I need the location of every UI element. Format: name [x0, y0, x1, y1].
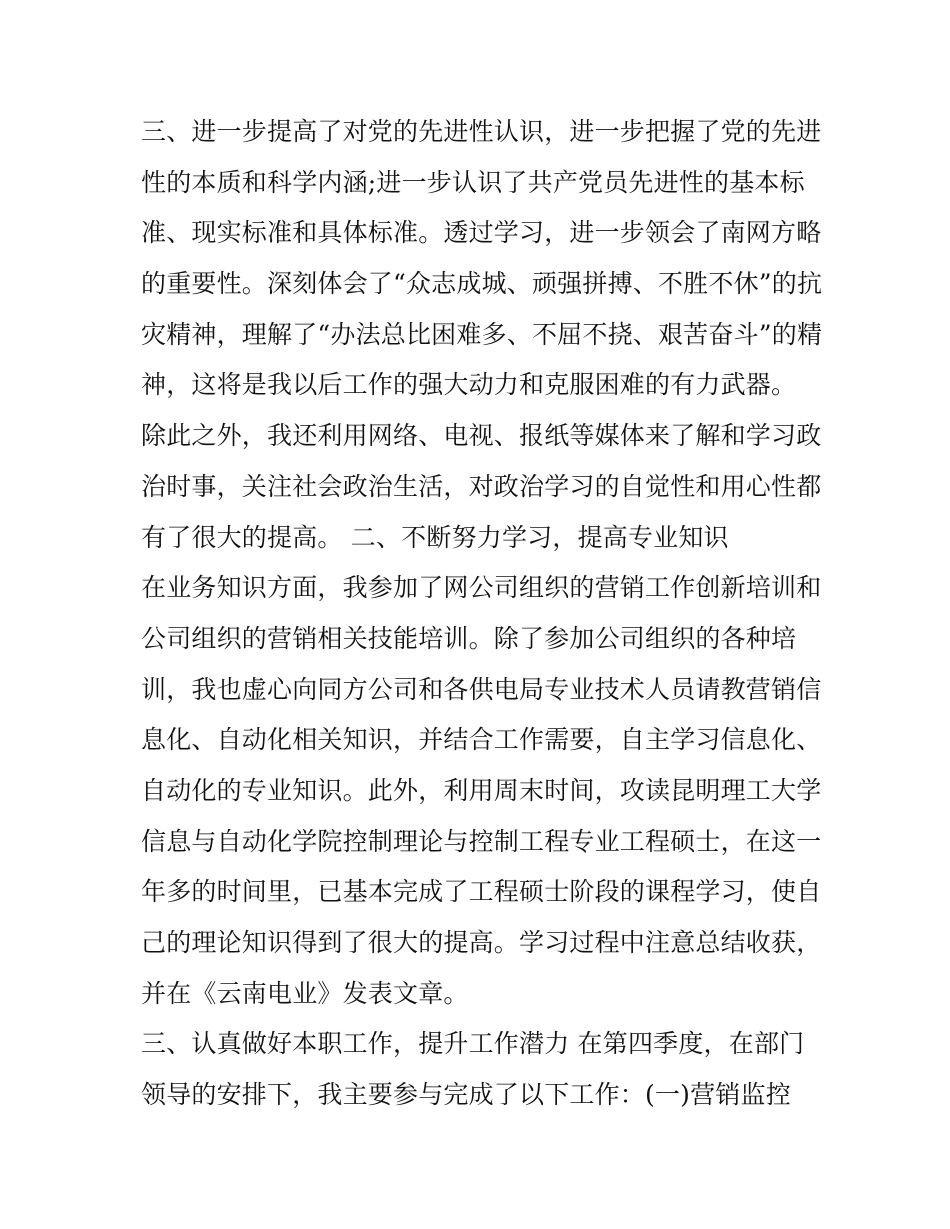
- text-line: 信息与自动化学院控制理论与控制工程专业工程硕士，在这一: [141, 826, 822, 856]
- text-line: 性的本质和科学内涵;进一步认识了共产党员先进性的基本标: [141, 167, 805, 197]
- text-line: 除此之外，我还利用网络、电视、报纸等媒体来了解和学习政: [141, 421, 822, 451]
- text-line: 年多的时间里，已基本完成了工程硕士阶段的课程学习，使自: [141, 877, 822, 907]
- text-line: 在业务知识方面，我参加了网公司组织的营销工作创新培训和: [141, 573, 822, 603]
- text-line: 息化、自动化相关知识，并结合工作需要，自主学习信息化、: [141, 725, 822, 755]
- text-line: 有了很大的提高。 二、不断努力学习，提高专业知识: [141, 522, 729, 552]
- document-body: [141, 107, 821, 1121]
- text-line: 训，我也虚心向同方公司和各供电局专业技术人员请教营销信: [141, 674, 822, 704]
- text-line: 准、现实标准和具体标准。透过学习，进一步领会了南网方略: [141, 218, 822, 248]
- text-line: 三、认真做好本职工作，提升工作潜力 在第四季度，在部门: [141, 1029, 805, 1059]
- text-line: 三、进一步提高了对党的先进性认识，进一步把握了党的先进: [141, 117, 822, 146]
- text-line: 领导的安排下，我主要参与完成了以下工作：(一)营销监控: [141, 1080, 791, 1110]
- text-line: 自动化的专业知识。此外，利用周末时间，攻读昆明理工大学: [141, 775, 822, 805]
- text-line: 公司组织的营销相关技能培训。除了参加公司组织的各种培: [141, 623, 797, 653]
- text-line: 治时事，关注社会政治生活，对政治学习的自觉性和用心性都: [141, 471, 822, 501]
- text-line: 灾精神，理解了“办法总比困难多、不屈不挠、艰苦奋斗”的精: [141, 319, 823, 349]
- text-line: 己的理论知识得到了很大的提高。学习过程中注意总结收获，: [141, 928, 822, 957]
- text-line: 并在《云南电业》发表文章。: [141, 978, 469, 1008]
- text-line: 的重要性。深刻体会了“众志成城、顽强拼搏、不胜不休”的抗: [141, 269, 823, 299]
- text-line: 神，这将是我以后工作的强大动力和克服困难的有力武器。: [141, 370, 797, 400]
